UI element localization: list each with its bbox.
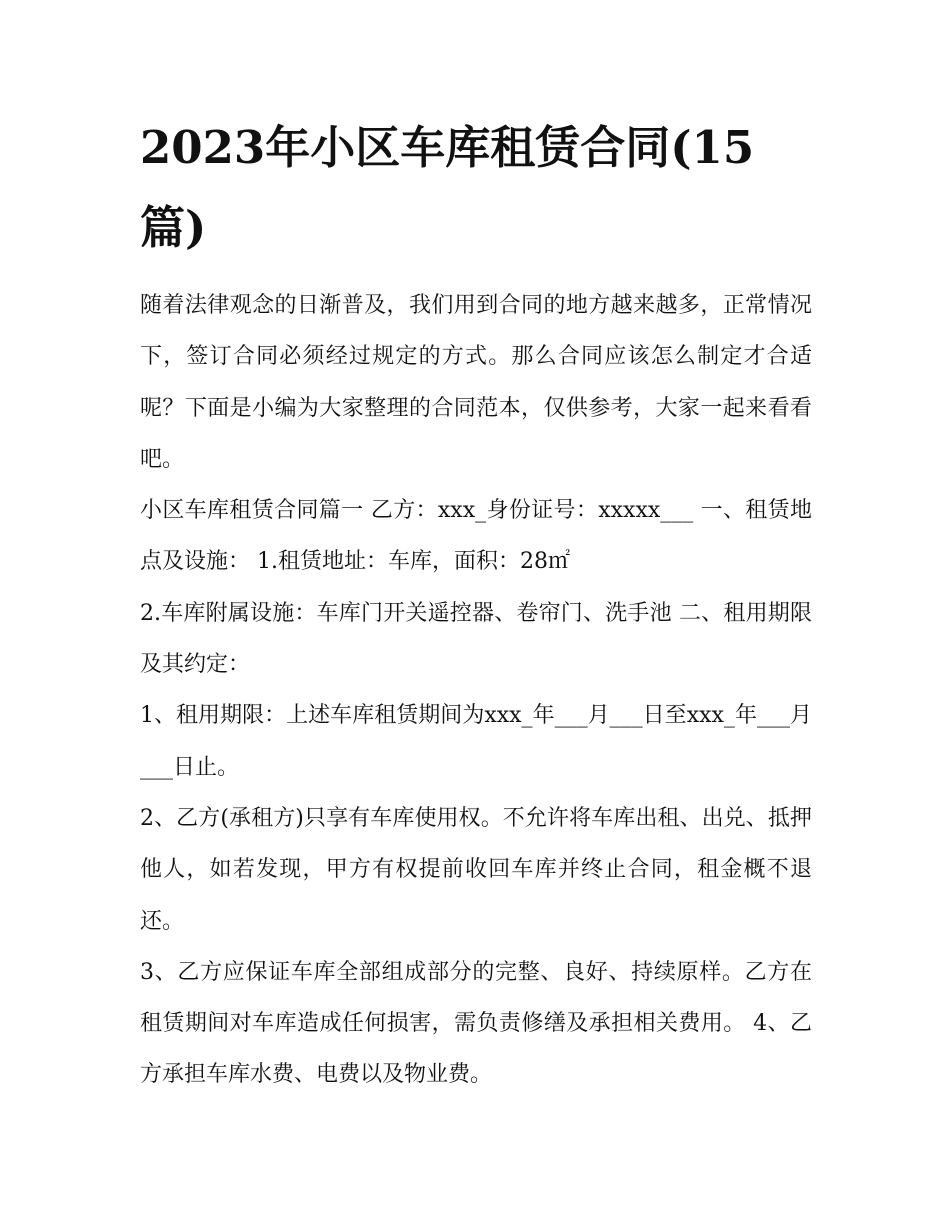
document-page — [140, 108, 812, 1101]
paragraph-facilities: 2.车库附属设施：车库门开关遥控器、卷帘门、洗手池 二、租用期限及其约定： — [140, 600, 812, 678]
document-title: 2023年小区车库租赁合同(15篇) — [140, 121, 755, 254]
document-body — [140, 280, 812, 1101]
paragraph-contract-header: 小区车库租赁合同篇一 乙方：xxx_身份证号：xxxxx___ 一、租赁地点及设施： 1.租赁地址：车库，面积：28㎡ — [140, 498, 812, 575]
paragraph-clause-2: 2、乙方(承租方)只享有车库使用权。不允许将车库出租、出兑、抵押他人，如若发现，甲方有权提前收回车库并终止合同，租金概不退还。 — [140, 805, 812, 934]
paragraph-clause-1: 1、租用期限：上述车库租赁期间为xxx_年___月___日至xxx_年___月___日止。 — [140, 703, 812, 780]
paragraph-intro: 随着法律观念的日渐普及，我们用到合同的地方越来越多，正常情况下，签订合同必须经过规定的方式。那么合同应该怎么制定才合适呢？下面是小编为大家整理的合同范本，仅供参考，大家一起来看看吧。 — [140, 293, 812, 472]
paragraph-clause-3: 3、乙方应保证车库全部组成部分的完整、良好、持续原样。乙方在租赁期间对车库造成任何损害，需负责修缮及承担相关费用。 4、乙方承担车库水费、电费以及物业费。 — [140, 959, 812, 1088]
